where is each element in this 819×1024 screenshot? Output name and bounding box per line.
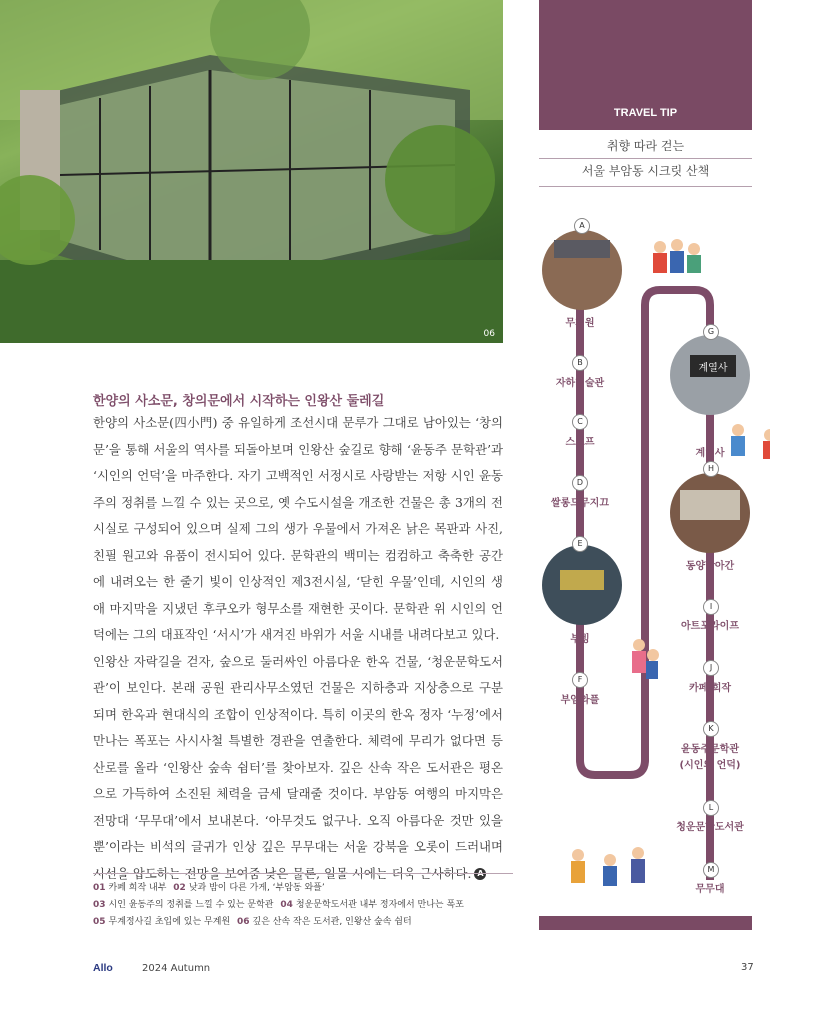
photo-number: 06 (483, 329, 495, 339)
article-paragraph-1: 한양의 사소문(四小門) 중 유일하게 조선시대 문루가 그대로 남아있는 ‘창의문’을 통해 서울의 역사를 되돌아보며 인왕산 숲길로 향해 ‘윤동주 문학관’과 ‘시인의 언덕’을 마주한다. 자기 고백적인 서정시로 사랑받는 저항 시인 윤동주의 정취를 느낄 수 있는 곳으로, 옛 수도시설을 개조한 건물은 총 3개의 전시실로 구성되어 있으며 실제 그의 생가 우물에서 가져온 낡은 목판과 사진, 친필 원고와 유품이 전시되어 있다. 문학관의 백미는 컴컴하고 축축한 공간에 내려오는 한 줄기 빛이 인상적인 제3전시실, ‘닫힌 우물’인데, 시인의 생애 마지막을 지냈던 후쿠오카 형무소를 재현한 곳이다. 문학관 위 시인의 언덕에는 그의 대표작인 ‘서시’가 새겨진 바위가 서울 시내를 내려다보고 있다. (93, 415, 503, 642)
caption-text: 깊은 산속 작은 도서관, 인왕산 숲속 쉼터 (252, 917, 412, 927)
caption-text: 무계정사길 초입에 있는 무계원 (108, 917, 231, 927)
caption-number: 01 (93, 883, 106, 893)
travel-tip-subtitle: 취향 따라 걷는 (606, 139, 685, 153)
magazine-logo: Allo (93, 962, 113, 974)
stop-marker: B (572, 355, 588, 371)
stop-label: 계열사 (695, 448, 725, 459)
photo-illustration (0, 0, 503, 343)
people-illustration-bottom (571, 847, 645, 886)
sign-text: 계열사 (698, 363, 728, 374)
photo-captions (93, 873, 513, 931)
caption-text: 낮과 밤이 다른 가게, ‘부암동 와플’ (188, 883, 325, 893)
caption-line (93, 897, 513, 914)
caption-line (93, 914, 513, 931)
stop-label: 카페 희작 (688, 683, 732, 694)
stop-label: 윤동주문학관 (681, 744, 739, 755)
divider (539, 158, 752, 159)
stop-label: 청운문학도서관 (676, 822, 744, 833)
stop-label: 부빙 (570, 634, 590, 645)
page-number: 37 (741, 962, 754, 973)
stop-marker: C (572, 414, 588, 430)
stop-label: 부암와플 (560, 695, 600, 706)
stop-marker: E (572, 536, 588, 552)
stop-marker: I (703, 599, 719, 615)
stop-label: 동양방아간 (685, 561, 735, 572)
issue-label: 2024 Autumn (142, 963, 211, 974)
stop-label: 무무대 (695, 884, 725, 895)
stop-marker: M (703, 862, 719, 878)
shop-awning (560, 570, 604, 590)
stop-label: 자하미술관 (555, 378, 605, 389)
article-paragraph-2-text: 인왕산 자락길을 걷자, 숲으로 둘러싸인 아름다운 한옥 건물, ‘청운문학도서관’이 보인다. 본래 공원 관리사무소였던 건물은 지하층과 지상층으로 구분되며 한옥과 현대식의 조합이 인상적이다. 특히 이곳의 한옥 정자 ‘누정’에서 만나는 폭포는 사시사철 특별한 경관을 연출한다. 체력에 무리가 없다면 등산로를 올라 ‘인왕산 숲속 쉼터’를 찾아보자. 깊은 산속 작은 도서관은 평온으로 가득하여 소진된 체력을 금세 달래줄 것이다. 부암동 여행의 마지막은 전망대 ‘무무대’에서 보내본다. ‘아무것도 없구나. 오직 아름다운 것만 있을 뿐’이라는 비석의 글귀가 인상 깊은 무무대는 서울 강북을 오롯이 드러내며 시선을 압도하는 전망을 보여줌 낮은 물론, 일몰 시에는 더욱 근사하다. (93, 653, 503, 881)
caption-number: 02 (173, 883, 186, 893)
stop-marker: J (703, 660, 719, 676)
caption-number: 04 (280, 900, 293, 910)
stop-marker: A (574, 218, 590, 234)
caption-number: 06 (237, 917, 250, 927)
travel-tip-title: 서울 부암동 시크릿 산책 (581, 164, 710, 178)
stop-label-sub: (시인의 언덕) (679, 760, 741, 771)
photo-glass-pavilion (0, 0, 503, 343)
stop-marker: K (703, 721, 719, 737)
caption-text: 카페 희작 내부 (108, 883, 167, 893)
roof-shape (554, 240, 610, 258)
caption-text: 시인 윤동주의 정취를 느낄 수 있는 문학관 (108, 900, 274, 910)
end-mark-icon: A (474, 868, 486, 880)
stop-label: 스코프 (565, 437, 595, 448)
people-illustration-top (653, 239, 701, 273)
stop-marker: G (703, 324, 719, 340)
stop-marker: D (572, 475, 588, 491)
stop-label: 쌀롱드무지끄 (551, 498, 609, 509)
caption-number: 05 (93, 917, 106, 927)
stop-label: 아트포라이프 (681, 621, 739, 632)
caption-number: 03 (93, 900, 106, 910)
article-headline: 한양의 사소문, 창의문에서 시작하는 인왕산 둘레길 (93, 394, 385, 409)
shop-sign (680, 490, 740, 520)
divider (539, 186, 752, 187)
stop-marker: H (703, 461, 719, 477)
travel-tip-bottom-bar (539, 916, 752, 930)
stop-marker: F (572, 672, 588, 688)
stop-label: 무계원 (565, 318, 595, 329)
article-body (93, 410, 503, 887)
travel-tip-label: TRAVEL TIP (613, 107, 678, 119)
caption-text: 청운문학도서관 내부 정자에서 만나는 폭포 (295, 900, 464, 910)
route-map (510, 200, 770, 900)
article-paragraph-2 (93, 649, 503, 888)
caption-line (93, 880, 513, 897)
stop-marker: L (703, 800, 719, 816)
